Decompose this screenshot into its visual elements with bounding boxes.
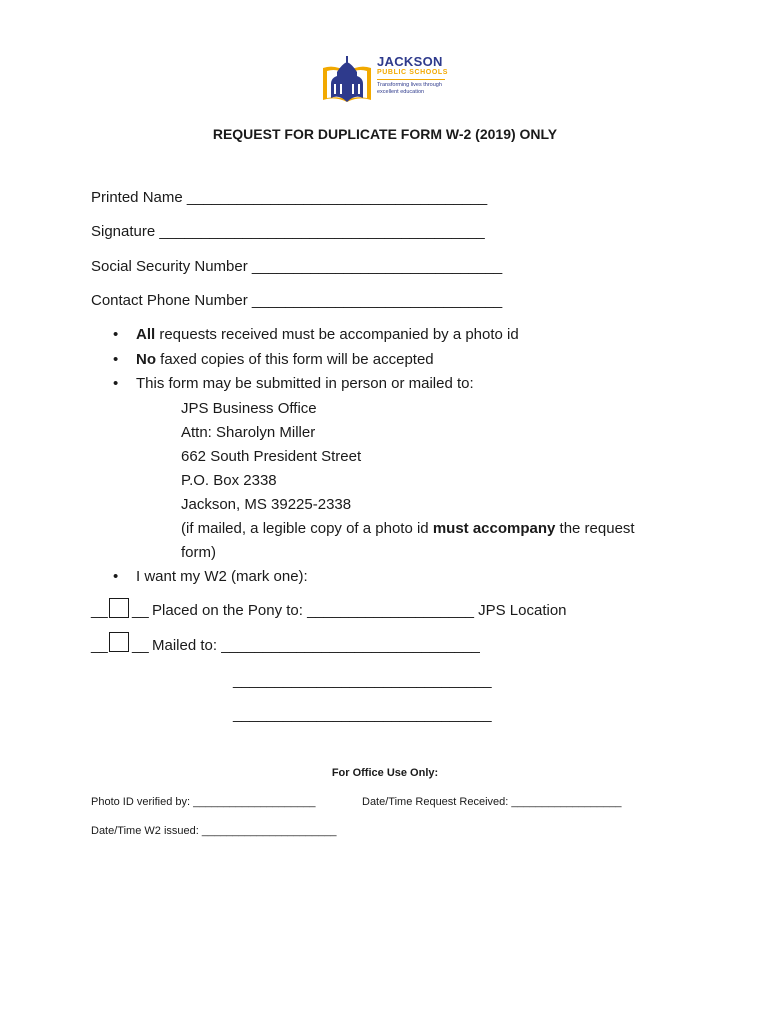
address-line-1: JPS Business Office <box>181 400 317 417</box>
bullet-no-fax-text: faxed copies of this form will be accepted <box>156 351 434 368</box>
logo-divider <box>377 79 445 80</box>
office-use-heading: For Office Use Only: <box>331 767 439 779</box>
ssn-field[interactable]: Social Security Number ______________________________ <box>91 258 503 275</box>
form-title: REQUEST FOR DUPLICATE FORM W-2 (2019) ONLY <box>212 126 558 142</box>
bullet-submit: This form may be submitted in person or mailed to: <box>136 375 474 392</box>
jps-logo-emblem-icon <box>320 54 374 106</box>
mail-mid-line: __ <box>132 637 149 654</box>
mail-address-line-2[interactable]: _______________________________ <box>233 672 492 689</box>
address-line-2: Attn: Sharolyn Miller <box>181 424 316 441</box>
logo-tagline-1: Transforming lives through <box>377 82 442 88</box>
bullet-no-fax-bold: No <box>136 351 156 368</box>
bullet-icon: • <box>113 351 119 368</box>
mail-note-post: the request <box>555 520 635 537</box>
logo-subtitle: PUBLIC SCHOOLS <box>377 69 449 76</box>
mail-note-line-2: form) <box>181 544 216 561</box>
pony-checkbox[interactable] <box>109 598 129 618</box>
address-line-4: P.O. Box 2338 <box>181 472 277 489</box>
jps-logo <box>320 54 450 106</box>
logo-tagline-2: excellent education <box>377 89 425 95</box>
bullet-icon: • <box>113 568 119 585</box>
bullet-photo-id-text: requests received must be accompanied by a photo id <box>155 326 519 343</box>
address-line-3: 662 South President Street <box>181 448 362 465</box>
mailed-option-label[interactable]: Mailed to: _______________________________ <box>152 637 480 654</box>
pony-option-label: Placed on the Pony to: ____________________ JPS Location <box>152 602 567 619</box>
contact-phone-field[interactable]: Contact Phone Number ______________________________ <box>91 292 503 309</box>
address-line-5: Jackson, MS 39225-2338 <box>181 496 352 513</box>
bullet-icon: • <box>113 326 119 343</box>
logo-name: JACKSON <box>377 54 443 69</box>
bullet-icon: • <box>113 375 119 392</box>
mailed-checkbox[interactable] <box>109 632 129 652</box>
pony-lead-line: __ <box>91 602 108 619</box>
bullet-mark-one: I want my W2 (mark one): <box>136 568 308 585</box>
bullet-photo-id <box>136 326 519 344</box>
pony-mid-line: __ <box>132 602 149 619</box>
mail-note <box>181 520 635 538</box>
mail-address-line-3[interactable]: _______________________________ <box>233 706 492 723</box>
signature-field[interactable]: Signature _______________________________________ <box>91 223 485 240</box>
photo-id-verified-field[interactable]: Photo ID verified by: ____________________ <box>91 796 316 808</box>
mail-note-bold: must accompany <box>432 520 556 537</box>
request-received-field[interactable]: Date/Time Request Received: __________________ <box>362 796 622 808</box>
w2-issued-field[interactable]: Date/Time W2 issued: ______________________ <box>91 825 337 837</box>
mail-lead-line: __ <box>91 637 108 654</box>
printed-name-field[interactable]: Printed Name ____________________________________ <box>91 189 488 206</box>
bullet-no-fax <box>136 351 434 369</box>
mail-note-pre: (if mailed, a legible copy of a photo id <box>181 520 433 537</box>
bullet-photo-id-bold: All <box>136 326 156 343</box>
